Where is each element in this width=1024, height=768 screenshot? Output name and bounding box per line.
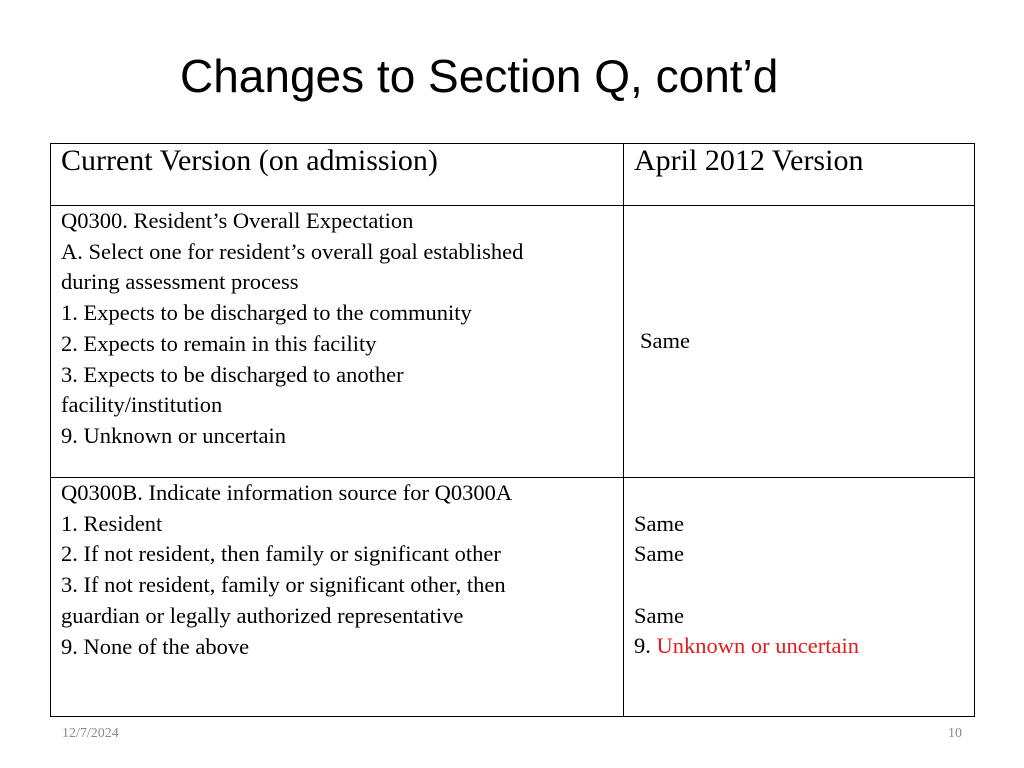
header-current-version: Current Version (on admission) — [51, 144, 624, 206]
q0300b-april-line: Same — [634, 510, 684, 536]
q0300a-april-cell: Same — [624, 206, 975, 478]
changed-option-text: Unknown or uncertain — [656, 633, 859, 659]
q0300a-line: 2. Expects to remain in this facility — [61, 330, 377, 356]
table-row — [51, 206, 975, 478]
table-header-row — [51, 144, 975, 206]
page-number: 10 — [948, 726, 962, 741]
table-row — [51, 478, 975, 717]
q0300a-line: Q0300. Resident’s Overall Expectation — [61, 208, 414, 233]
q0300b-line: Q0300B. Indicate information source for Q0300A — [61, 480, 513, 505]
comparison-table — [50, 143, 975, 717]
option-number: 9. — [634, 633, 657, 659]
q0300a-line: A. Select one for resident’s overall goal established — [61, 238, 524, 264]
q0300b-april-changed-line — [634, 631, 964, 662]
q0300b-line: guardian or legally authorized representative — [61, 602, 464, 628]
q0300a-line: during assessment process — [61, 269, 299, 295]
spacer — [634, 570, 964, 601]
q0300a-line: 1. Expects to be discharged to the community — [61, 300, 472, 326]
q0300b-line: 2. If not resident, then family or significant other — [61, 541, 501, 567]
q0300a-current-cell — [51, 206, 624, 478]
footer-date: 12/7/2024 — [62, 726, 119, 741]
q0300b-line: 9. None of the above — [61, 633, 250, 659]
slide-title: Changes to Section Q, cont’d — [180, 50, 779, 102]
q0300b-april-line: Same — [634, 541, 684, 567]
q0300a-line: 3. Expects to be discharged to another — [61, 361, 404, 387]
spacer — [634, 478, 964, 509]
q0300b-april-line: Same — [634, 602, 684, 628]
q0300b-line: 1. Resident — [61, 510, 163, 536]
q0300b-current-cell — [51, 478, 624, 717]
q0300b-april-cell — [624, 478, 975, 717]
q0300a-line: 9. Unknown or uncertain — [61, 422, 286, 448]
q0300a-line: facility/institution — [61, 392, 223, 418]
q0300b-line: 3. If not resident, family or significant other, then — [61, 572, 506, 598]
header-april-2012-version: April 2012 Version — [624, 144, 975, 206]
